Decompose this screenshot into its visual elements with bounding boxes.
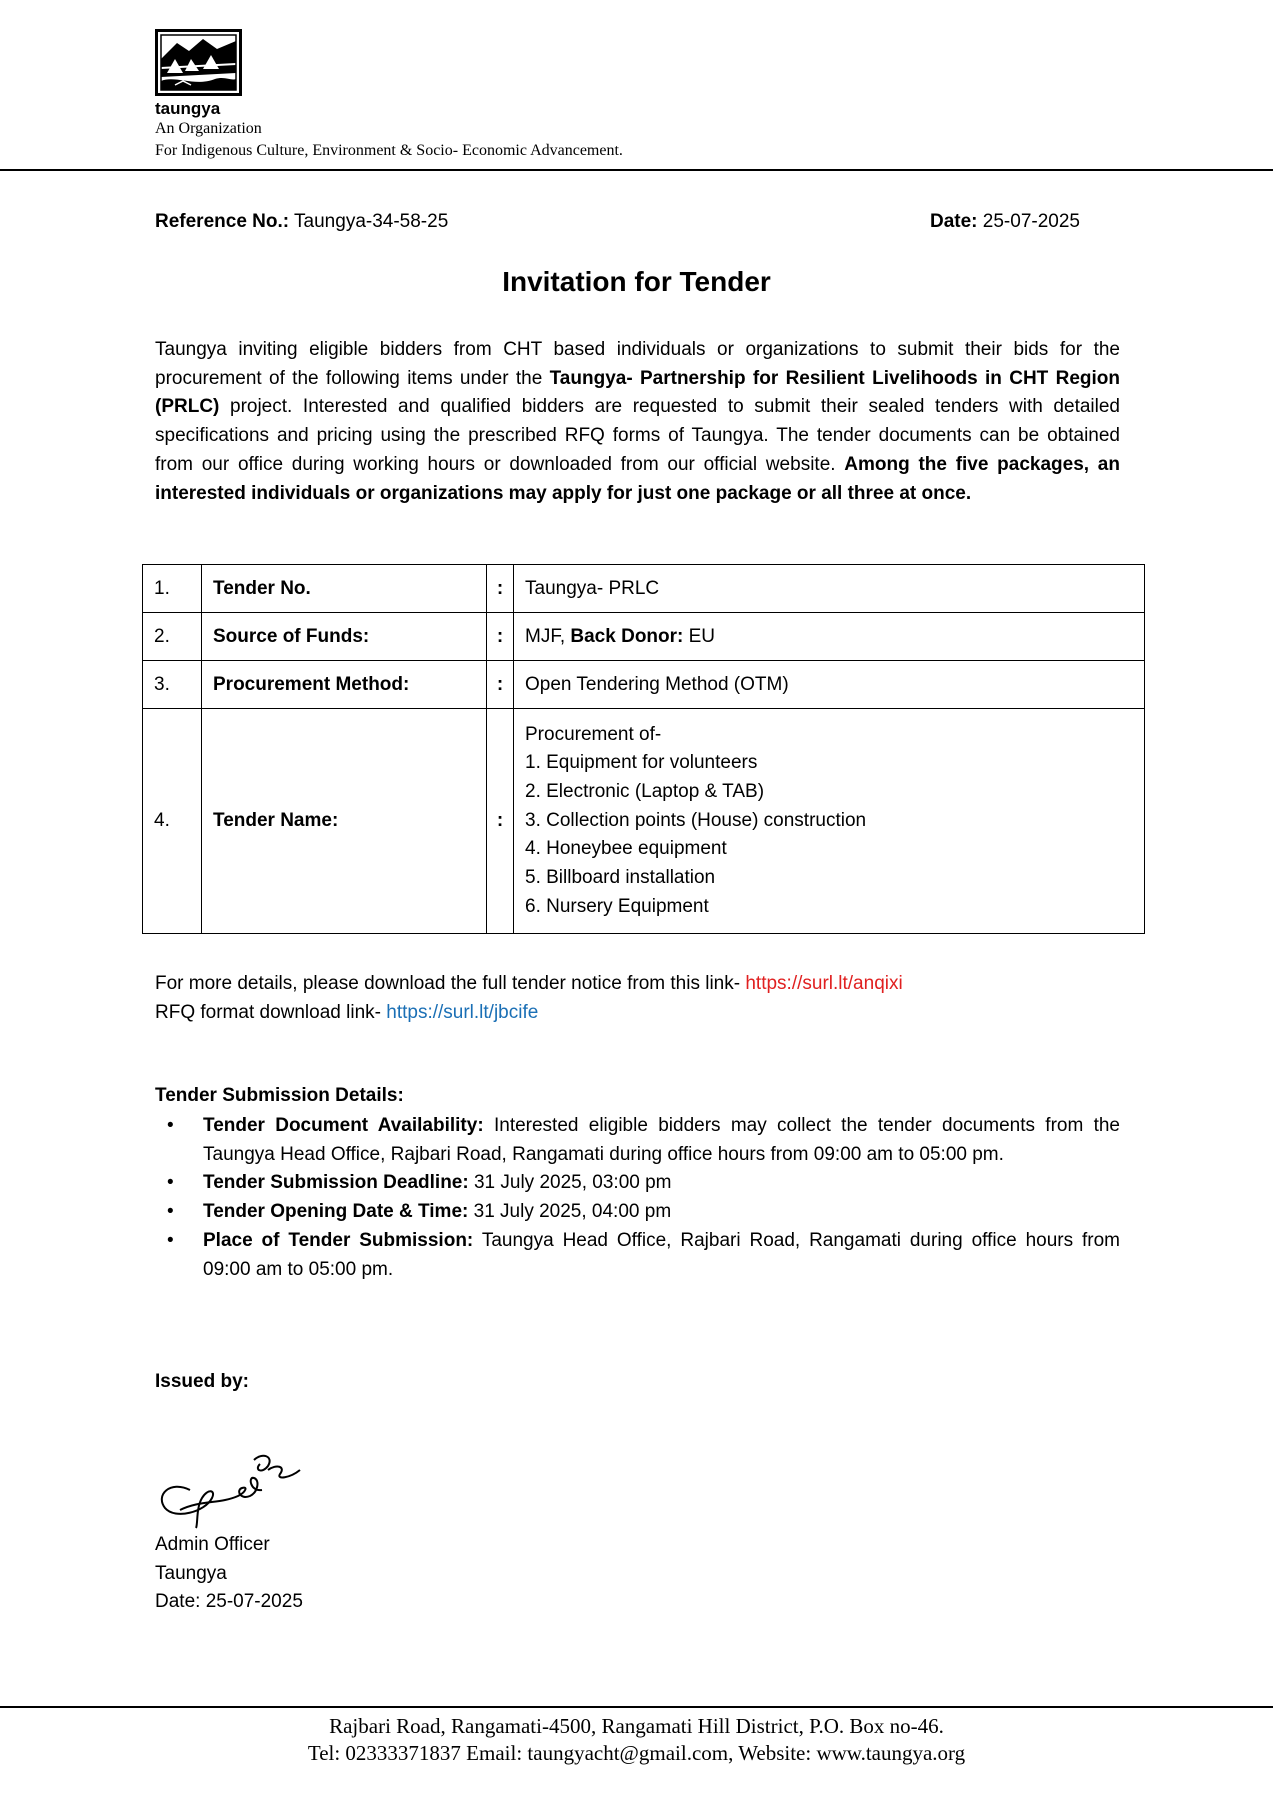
header-divider <box>0 169 1273 171</box>
issued-by-label: Issued by: <box>155 1371 249 1392</box>
download-details <box>155 970 903 1027</box>
item-text: 31 July 2025, 04:00 pm <box>468 1201 672 1223</box>
row-value <box>514 613 1145 661</box>
signatory-date: Date: 25-07-2025 <box>155 1591 303 1613</box>
item-label: Tender Opening Date & Time: <box>203 1201 469 1223</box>
signatory-block <box>155 1531 303 1617</box>
row-value <box>514 709 1145 934</box>
reference-value: Taungya-34-58-25 <box>289 211 449 232</box>
tender-notice-line <box>155 970 903 999</box>
list-item <box>155 1227 1120 1284</box>
row-colon: : <box>487 613 514 661</box>
reference-number <box>155 211 448 233</box>
tender-package-item: 6. Nursery Equipment <box>525 895 709 917</box>
bullet-icon: • <box>167 1172 174 1194</box>
submission-list <box>155 1112 1120 1284</box>
item-text: Taungya Head Office, Rajbari Road, Rangamati during office hours from 09:00 am to 05:00 pm. <box>203 1229 1121 1280</box>
bullet-icon: • <box>167 1229 174 1251</box>
org-name: taungya <box>155 99 221 118</box>
reference-label: Reference No.: <box>155 211 290 232</box>
date-value: 25-07-2025 <box>977 211 1080 232</box>
row-number: 2. <box>143 613 202 661</box>
tender-package-item: 3. Collection points (House) construction <box>525 809 867 831</box>
org-tagline-2: For Indigenous Culture, Environment & Socio- Economic Advancement. <box>155 142 623 159</box>
table-row <box>143 613 1145 661</box>
row-label: Tender No. <box>202 565 487 613</box>
table-row <box>143 661 1145 709</box>
row-colon: : <box>487 709 514 934</box>
date-label: Date: <box>930 211 978 232</box>
row-colon: : <box>487 565 514 613</box>
funds-source: MJF, <box>525 625 571 647</box>
tender-package-item: 2. Electronic (Laptop & TAB) <box>525 780 765 802</box>
footer-address: Rajbari Road, Rangamati-4500, Rangamati Hill District, P.O. Box no-46. <box>329 1714 944 1738</box>
back-donor-label: Back Donor: <box>570 625 684 647</box>
signatory-designation: Admin Officer <box>155 1534 270 1555</box>
signatory-org: Taungya <box>155 1562 227 1584</box>
intro-text-1: Taungya inviting eligible bidders from CHT based individuals or organizations to submit their bids for the procurement of the following items under the <box>155 339 1120 389</box>
notice-date <box>930 211 1080 233</box>
row-label: Tender Name: <box>202 709 487 934</box>
page-title: Invitation for Tender <box>502 266 771 297</box>
tender-notice-text: For more details, please download the full tender notice from this link- <box>155 973 746 994</box>
row-number: 3. <box>143 661 202 709</box>
tender-info-table <box>142 564 1145 934</box>
list-item <box>155 1198 1120 1227</box>
intro-project-name: Taungya- Partnership for Resilient Livelihoods in CHT Region (PRLC) <box>155 367 1120 418</box>
bullet-icon: • <box>167 1115 174 1136</box>
bullet-icon: • <box>167 1201 174 1223</box>
org-tagline-1: An Organization <box>155 120 262 137</box>
intro-paragraph <box>155 336 1120 508</box>
intro-package-note: Among the five packages, an interested individuals or organizations may apply for just one package or all three at once. <box>155 453 1120 504</box>
signature-icon <box>150 1440 320 1530</box>
row-label: Source of Funds: <box>202 613 487 661</box>
rfq-format-line <box>155 999 903 1028</box>
table-row <box>143 565 1145 613</box>
tender-name-line: Procurement of- <box>525 723 662 745</box>
row-number: 4. <box>143 709 202 934</box>
intro-text-2: project. Interested and qualified bidders are requested to submit their sealed tenders with detailed specifications and pricing using the prescribed RFQ forms of Taungya. The tender documents can be obtained from our office during working hours or downloaded from our official website. <box>155 396 1120 475</box>
taungya-logo <box>155 29 242 96</box>
list-item <box>155 1112 1120 1169</box>
tender-package-item: 1. Equipment for volunteers <box>525 752 758 774</box>
tender-package-item: 5. Billboard installation <box>525 867 716 889</box>
row-colon: : <box>487 661 514 709</box>
rfq-format-link[interactable]: https://surl.lt/jbcife <box>386 1001 539 1023</box>
footer-contact: Tel: 02333371837 Email: taungyacht@gmail.com, Website: www.taungya.org <box>307 1741 966 1765</box>
tender-notice-link[interactable]: https://surl.lt/anqixi <box>745 973 903 994</box>
item-label: Place of Tender Submission: <box>203 1229 474 1251</box>
table-row <box>143 709 1145 934</box>
item-label: Tender Submission Deadline: <box>203 1172 469 1194</box>
back-donor-value: EU <box>683 625 716 647</box>
row-label: Procurement Method: <box>202 661 487 709</box>
rfq-format-text: RFQ format download link- <box>155 1001 387 1023</box>
row-number: 1. <box>143 565 202 613</box>
tender-package-item: 4. Honeybee equipment <box>525 838 727 860</box>
submission-heading: Tender Submission Details: <box>155 1085 404 1106</box>
item-text: 31 July 2025, 03:00 pm <box>468 1172 672 1194</box>
item-text: Interested eligible bidders may collect the tender documents from the Taungya Head Office, Rajbari Road, Rangamati during office hours from 09:00 am to 05:00 pm. <box>203 1115 1120 1165</box>
row-value: Open Tendering Method (OTM) <box>514 661 1145 709</box>
footer-divider <box>0 1706 1273 1708</box>
footer <box>0 1713 1273 1767</box>
row-value: Taungya- PRLC <box>514 565 1145 613</box>
item-label: Tender Document Availability: <box>203 1115 484 1136</box>
list-item <box>155 1169 1120 1198</box>
